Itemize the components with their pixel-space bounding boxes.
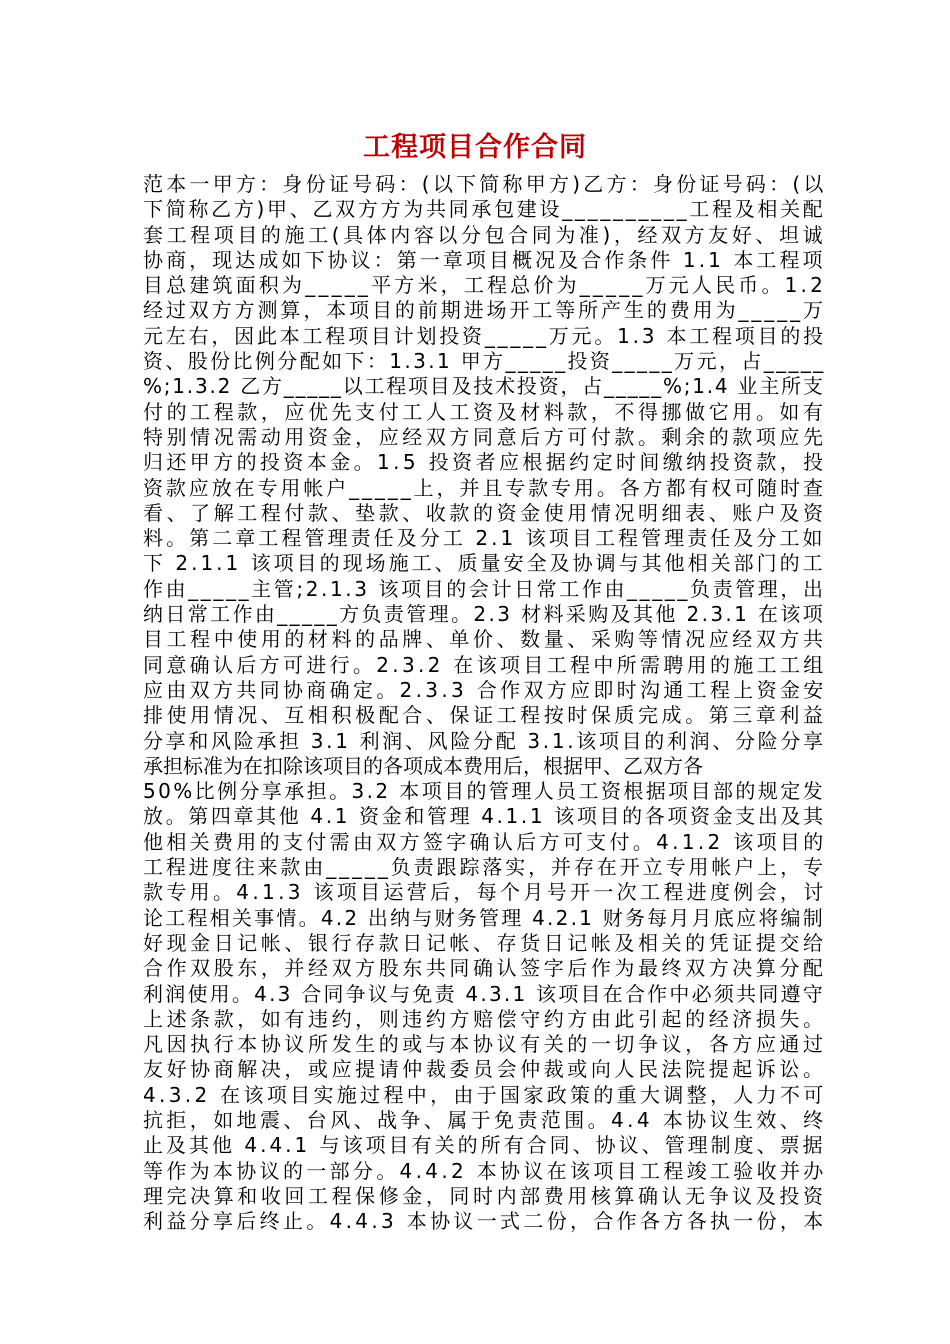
contract-line: 下 2.1.1 该项目的现场施工、质量安全及协调与其他相关部门的工: [143, 551, 826, 576]
contract-line: 下简称乙方)甲、乙双方方为共同承包建设__________工程及相关配: [143, 197, 826, 222]
contract-line: 友好协商解决，或应提请仲裁委员会仲裁或向人民法院提起诉讼。: [143, 1057, 827, 1082]
contract-line: 料。第二章工程管理责任及分工 2.1 该项目工程管理责任及分工如: [143, 526, 826, 551]
contract-line: 分享和风险承担 3.1 利润、风险分配 3.1.该项目的利润、分险分享: [143, 728, 826, 753]
contract-line: 理完决算和收回工程保修金，同时内部费用核算确认无争议及投资: [143, 1183, 827, 1208]
contract-line: 同意确认后方可进行。2.3.2 在该项目工程中所需聘用的施工工组: [143, 652, 827, 677]
contract-line: 上述条款，如有违约，则违约方赔偿守约方由此引起的经济损失。: [143, 1006, 827, 1031]
contract-line: 付的工程款，应优先支付工人工资及材料款，不得挪做它用。如有: [143, 399, 827, 424]
contract-line: 协商，现达成如下协议：第一章项目概况及合作条件 1.1 本工程项: [143, 247, 826, 272]
contract-line: 凡因执行本协议所发生的或与本协议有关的一切争议，各方应通过: [143, 1032, 827, 1057]
contract-line: 合作双股东，并经双方股东共同确认签字后作为最终双方决算分配: [143, 956, 827, 981]
contract-line: 放。第四章其他 4.1 资金和管理 4.1.1 该项目的各项资金支出及其: [143, 804, 826, 829]
contract-line: 工程进度往来款由_____负责跟踪落实，并存在开立专用帐户上，专: [143, 855, 826, 880]
contract-line: 承担标准为在扣除该项目的各项成本费用后，根据甲、乙双方各: [143, 753, 703, 778]
contract-line: 目工程中使用的材料的品牌、单价、数量、采购等情况应经双方共: [143, 627, 827, 652]
contract-line: 排使用情况、互相积极配合、保证工程按时保质完成。第三章利益: [143, 703, 827, 728]
document-title: 工程项目合作合同: [363, 132, 587, 163]
contract-line: 50%比例分享承担。3.2 本项目的管理人员工资根据项目部的规定发: [143, 779, 826, 804]
contract-line: 等作为本协议的一部分。4.4.2 本协议在该项目工程竣工验收并办: [143, 1158, 827, 1183]
contract-line: %;1.3.2 乙方_____以工程项目及技术投资，占_____%;1.4 业主所支: [143, 374, 825, 399]
contract-line: 好现金日记帐、银行存款日记帐、存货日记帐及相关的凭证提交给: [143, 930, 827, 955]
contract-line: 归还甲方的投资本金。1.5 投资者应根据约定时间缴纳投资款，投: [143, 450, 827, 475]
contract-line: 元左右，因此本工程项目计划投资_____万元。1.3 本工程项目的投: [143, 323, 826, 348]
contract-line: 止及其他 4.4.1 与该项目有关的所有合同、协议、管理制度、票据: [143, 1133, 826, 1158]
contract-line: 抗拒，如地震、台风、战争、属于免责范围。4.4 本协议生效、终: [143, 1107, 827, 1132]
contract-line: 资、股份比例分配如下：1.3.1 甲方_____投资_____万元，占_____: [143, 349, 826, 374]
contract-line: 资款应放在专用帐户_____上，并且专款专用。各方都有权可随时查: [143, 475, 826, 500]
contract-line: 款专用。4.1.3 该项目运营后，每个月号开一次工程进度例会，讨: [143, 880, 827, 905]
contract-line: 作由_____主管;2.1.3 该项目的会计日常工作由_____负责管理，出: [143, 576, 826, 601]
contract-line: 经过双方方测算，本项目的前期进场开工等所产生的费用为_____万: [143, 298, 826, 323]
contract-body: [143, 172, 827, 1234]
contract-line: 特别情况需动用资金，应经双方同意后方可付款。剩余的款项应先: [143, 424, 827, 449]
contract-line: 看、了解工程付款、垫款、收款的资金使用情况明细表、账户及资: [143, 500, 827, 525]
contract-line: 4.3.2 在该项目实施过程中，由于国家政策的重大调整，人力不可: [143, 1082, 827, 1107]
contract-line: 范本一甲方：身份证号码：(以下简称甲方)乙方：身份证号码：(以: [143, 172, 827, 196]
contract-line: 套工程项目的施工(具体内容以分包合同为准)，经双方友好、坦诚: [143, 222, 827, 247]
contract-line: 论工程相关事情。4.2 出纳与财务管理 4.2.1 财务每月月底应将编制: [143, 905, 826, 930]
contract-line: 利润使用。4.3 合同争议与免责 4.3.1 该项目在合作中必须共同遵守: [143, 981, 826, 1006]
contract-line: 纳日常工作由_____方负责管理。2.3 材料采购及其他 2.3.1 在该项: [143, 602, 826, 627]
contract-line: 他相关费用的支付需由双方签字确认后方可支付。4.1.2 该项目的: [143, 829, 827, 854]
contract-line: 利益分享后终止。4.4.3 本协议一式二份，合作各方各执一份，本: [143, 1209, 827, 1234]
contract-line: 应由双方共同协商确定。2.3.3 合作双方应即时沟通工程上资金安: [143, 677, 827, 702]
contract-line: 目总建筑面积为_____平方米，工程总价为_____万元人民币。1.2: [143, 273, 826, 298]
